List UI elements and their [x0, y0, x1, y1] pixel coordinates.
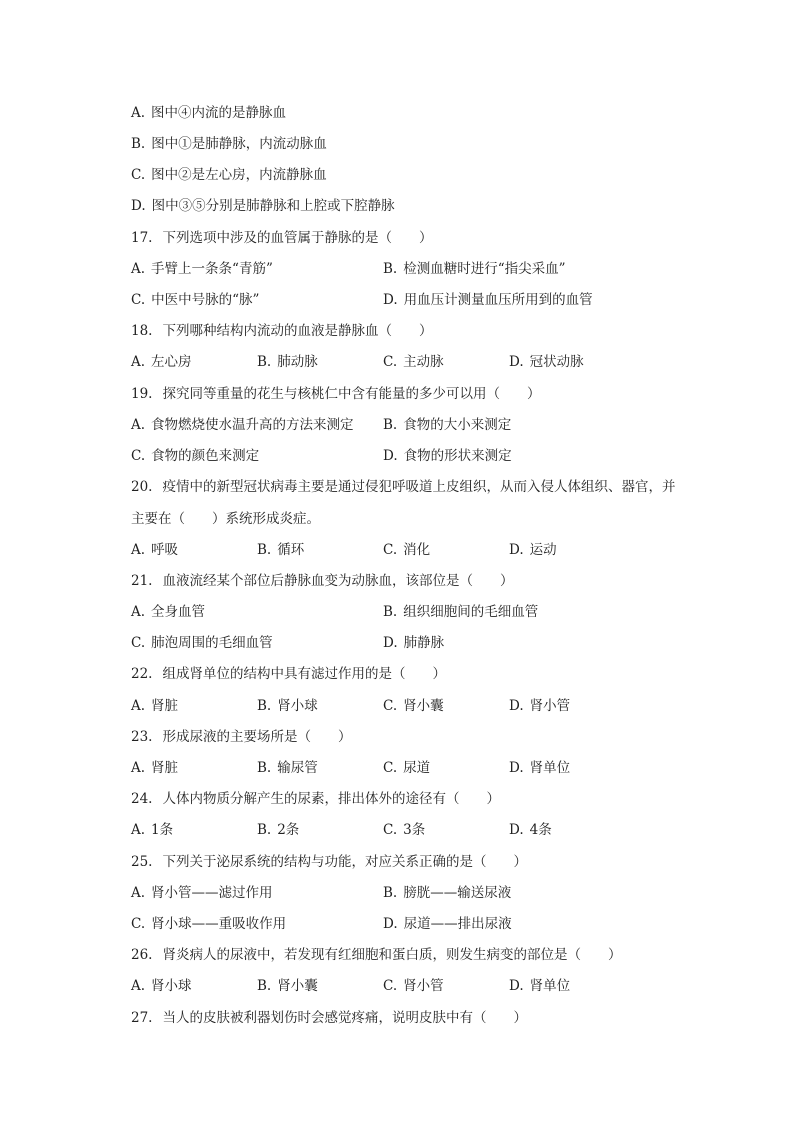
option-letter: C.	[131, 448, 146, 464]
prev-option-b	[131, 134, 327, 154]
question-22-option-b	[257, 696, 318, 716]
option-text: 冠状动脉	[529, 354, 584, 370]
question-17-stem	[131, 228, 432, 248]
option-text: 输尿管	[277, 760, 318, 776]
question-25-option-b	[383, 883, 511, 903]
option-text: 食物燃烧使水温升高的方法来测定	[151, 417, 354, 433]
option-text: 肾小囊	[277, 978, 318, 994]
question-22-option-d	[509, 696, 570, 716]
question-20-option-b	[257, 540, 304, 560]
option-text: 图中①是肺静脉，内流动脉血	[151, 136, 327, 152]
option-letter: B.	[257, 978, 272, 994]
option-text: 图中②是左心房，内流静脉血	[151, 167, 327, 183]
option-text: 膀胱——输送尿液	[403, 885, 512, 901]
question-21-stem	[131, 571, 513, 591]
question-number: 21.	[131, 573, 153, 589]
question-text: 形成尿液的主要场所是（ ）	[162, 729, 352, 745]
question-26-option-d	[509, 976, 570, 996]
option-letter: B.	[383, 261, 398, 277]
option-text: 呼吸	[151, 542, 179, 558]
question-number: 17.	[131, 230, 153, 246]
option-letter: D.	[383, 292, 398, 308]
option-text: 尿道——排出尿液	[403, 916, 512, 932]
question-text: 主要在（ ）系统形成炎症。	[131, 511, 320, 527]
option-text: 组织细胞间的毛细血管	[403, 604, 539, 620]
question-24-option-d	[509, 820, 552, 840]
option-letter: C.	[383, 822, 398, 838]
question-17-option-d	[383, 290, 593, 310]
question-24-option-a	[131, 820, 173, 840]
option-text: 肾单位	[529, 760, 571, 776]
option-letter: A.	[131, 885, 146, 901]
question-number: 18.	[131, 323, 153, 339]
option-letter: C.	[383, 542, 398, 558]
option-text: 尿道	[403, 760, 431, 776]
option-text: 肾小管	[403, 978, 444, 994]
option-letter: D.	[509, 354, 524, 370]
option-letter: B.	[257, 760, 272, 776]
option-text: 运动	[529, 542, 557, 558]
option-text: 左心房	[151, 354, 192, 370]
question-21-option-a	[131, 602, 205, 622]
question-17-option-c	[131, 290, 259, 310]
question-18-stem	[131, 321, 432, 341]
question-number: 24.	[131, 791, 153, 807]
question-19-option-b	[383, 415, 511, 435]
question-20-option-a	[131, 540, 178, 560]
option-letter: C.	[131, 167, 146, 183]
option-text: 3条	[403, 822, 426, 838]
option-letter: B.	[383, 604, 398, 620]
prev-option-d	[131, 196, 395, 216]
option-text: 肺静脉	[403, 635, 445, 651]
question-number: 26.	[131, 947, 153, 963]
option-text: 2条	[277, 822, 300, 838]
option-text: 肾小球	[277, 698, 318, 714]
option-text: 检测血糖时进行“指尖采血”	[403, 261, 566, 277]
question-20-option-c	[383, 540, 430, 560]
question-25-option-a	[131, 883, 273, 903]
option-letter: A.	[131, 354, 146, 370]
question-24-option-b	[257, 820, 299, 840]
option-text: 食物的形状来测定	[403, 448, 512, 464]
question-text: 下列关于泌尿系统的结构与功能，对应关系正确的是（ ）	[162, 854, 527, 870]
option-letter: D.	[509, 978, 524, 994]
option-letter: A.	[131, 261, 146, 277]
option-text: 肾脏	[151, 760, 179, 776]
option-letter: C.	[131, 916, 146, 932]
question-text: 下列哪种结构内流动的血液是静脉血（ ）	[162, 323, 433, 339]
question-22-option-a	[131, 696, 178, 716]
option-letter: B.	[257, 542, 272, 558]
question-20-option-d	[509, 540, 557, 560]
question-number: 19.	[131, 386, 153, 402]
question-26-option-a	[131, 976, 192, 996]
question-19-option-d	[383, 446, 512, 466]
question-23-option-b	[257, 758, 318, 778]
question-17-option-a	[131, 259, 273, 279]
prev-option-a	[131, 103, 286, 123]
question-21-option-d	[383, 633, 444, 653]
question-26-option-b	[257, 976, 318, 996]
question-17-option-b	[383, 259, 566, 279]
option-letter: B.	[383, 417, 398, 433]
question-text: 当人的皮肤被利器划伤时会感觉疼痛，说明皮肤中有（ ）	[162, 1010, 527, 1026]
option-text: 主动脉	[403, 354, 444, 370]
question-number: 20.	[131, 479, 153, 495]
option-letter: A.	[131, 760, 146, 776]
option-text: 肾小管——滤过作用	[151, 885, 273, 901]
option-letter: A.	[131, 105, 146, 121]
option-text: 全身血管	[151, 604, 206, 620]
question-text: 肾炎病人的尿液中，若发现有红细胞和蛋白质，则发生病变的部位是（ ）	[162, 947, 622, 963]
question-25-stem	[131, 852, 527, 872]
option-text: 肾脏	[151, 698, 179, 714]
question-number: 27.	[131, 1010, 153, 1026]
option-text: 1条	[151, 822, 174, 838]
question-25-option-c	[131, 914, 286, 934]
option-letter: D.	[383, 635, 398, 651]
option-letter: C.	[131, 635, 146, 651]
option-letter: A.	[131, 978, 146, 994]
question-23-stem	[131, 727, 351, 747]
option-letter: D.	[509, 542, 524, 558]
option-letter: C.	[383, 978, 398, 994]
option-text: 中医中号脉的“脉”	[151, 292, 260, 308]
question-21-option-c	[131, 633, 273, 653]
question-number: 23.	[131, 729, 153, 745]
question-22-option-c	[383, 696, 444, 716]
option-letter: B.	[257, 698, 272, 714]
question-18-option-a	[131, 352, 192, 372]
option-text: 肾单位	[529, 978, 571, 994]
question-text: 下列选项中涉及的血管属于静脉的是（ ）	[162, 230, 433, 246]
question-23-option-c	[383, 758, 430, 778]
option-letter: A.	[131, 604, 146, 620]
question-25-option-d	[383, 914, 512, 934]
option-letter: B.	[257, 822, 272, 838]
question-text: 疫情中的新型冠状病毒主要是通过侵犯呼吸道上皮组织，从而入侵人体组织、器官，并	[162, 479, 676, 495]
question-24-option-c	[383, 820, 425, 840]
option-text: 肺泡周围的毛细血管	[151, 635, 273, 651]
option-text: 食物的颜色来测定	[151, 448, 260, 464]
question-24-stem	[131, 789, 500, 809]
question-18-option-d	[509, 352, 584, 372]
question-20-stem	[131, 477, 675, 497]
option-text: 图中④内流的是静脉血	[151, 105, 287, 121]
option-letter: C.	[383, 698, 398, 714]
option-letter: A.	[131, 822, 146, 838]
option-text: 肺动脉	[277, 354, 318, 370]
option-text: 肾小囊	[403, 698, 444, 714]
option-letter: C.	[383, 354, 398, 370]
option-letter: A.	[131, 417, 146, 433]
question-19-option-c	[131, 446, 259, 466]
option-text: 消化	[403, 542, 431, 558]
question-27-stem	[131, 1008, 527, 1028]
question-19-option-a	[131, 415, 354, 435]
prev-option-c	[131, 165, 327, 185]
option-letter: D.	[509, 760, 524, 776]
question-text: 探究同等重量的花生与核桃仁中含有能量的多少可以用（ ）	[162, 386, 541, 402]
question-26-stem	[131, 945, 621, 965]
option-text: 手臂上一条条“青筋”	[151, 261, 273, 277]
option-letter: B.	[257, 354, 272, 370]
question-number: 22.	[131, 666, 153, 682]
option-text: 4条	[529, 822, 552, 838]
question-19-stem	[131, 384, 540, 404]
question-22-stem	[131, 664, 446, 684]
question-text: 组成肾单位的结构中具有滤过作用的是（ ）	[162, 666, 446, 682]
option-letter: A.	[131, 542, 146, 558]
option-text: 食物的大小来测定	[403, 417, 512, 433]
question-18-option-b	[257, 352, 318, 372]
question-20-stem-continued	[131, 509, 320, 529]
option-text: 肾小球——重吸收作用	[151, 916, 287, 932]
option-letter: D.	[383, 916, 398, 932]
question-text: 血液流经某个部位后静脉血变为动脉血，该部位是（ ）	[162, 573, 514, 589]
question-18-option-c	[383, 352, 444, 372]
option-letter: C.	[131, 292, 146, 308]
question-26-option-c	[383, 976, 444, 996]
option-letter: D.	[509, 698, 524, 714]
option-text: 肾小管	[529, 698, 571, 714]
option-letter: B.	[131, 136, 146, 152]
option-text: 循环	[277, 542, 305, 558]
option-letter: D.	[383, 448, 398, 464]
option-text: 图中③⑤分别是肺静脉和上腔或下腔静脉	[151, 198, 395, 214]
option-letter: D.	[509, 822, 524, 838]
question-21-option-b	[383, 602, 538, 622]
question-text: 人体内物质分解产生的尿素，排出体外的途径有（ ）	[162, 791, 500, 807]
option-text: 用血压计测量血压所用到的血管	[403, 292, 593, 308]
option-letter: D.	[131, 198, 146, 214]
option-letter: B.	[383, 885, 398, 901]
option-letter: C.	[383, 760, 398, 776]
option-text: 肾小球	[151, 978, 192, 994]
question-number: 25.	[131, 854, 153, 870]
option-letter: A.	[131, 698, 146, 714]
question-23-option-d	[509, 758, 570, 778]
question-23-option-a	[131, 758, 178, 778]
